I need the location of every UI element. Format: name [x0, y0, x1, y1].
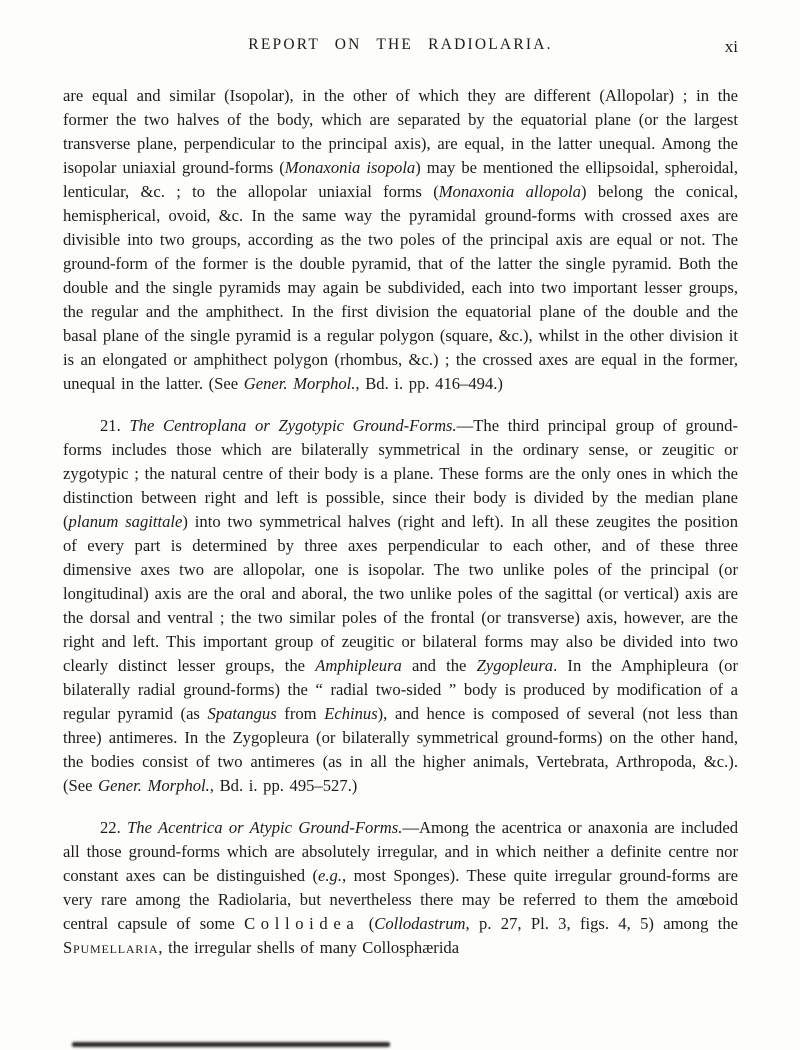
- text-run-italic: Spatangus: [207, 704, 277, 723]
- text-run: —Among the acentrica or anaxonia are included all those ground-forms which are absolutely irregular, and in which neither a definite centre nor constant axes can be distinguished (: [63, 818, 738, 885]
- running-head: [63, 36, 738, 58]
- text-run-italic: Gener. Morphol.: [98, 776, 210, 795]
- text-run: and the: [401, 656, 477, 675]
- text-run-italic: Monaxonia isopola: [284, 158, 416, 177]
- text-run-italic: The Acentrica or Atypic Ground-Forms.: [127, 818, 403, 837]
- text-run: ), and hence is composed of several (not less than three) antimeres. In the Zygopleura (or bilaterally symmetrical ground-forms) on the other hand, the bodies consist of two antimeres (as in all the higher animals, Vertebrata, Arthropoda, &c.). (See: [63, 704, 738, 795]
- running-head-title: REPORT ON THE RADIOLARIA.: [248, 36, 553, 53]
- text-run: 22.: [100, 818, 128, 837]
- text-run-italic: Zygopleura: [476, 656, 554, 675]
- text-run: , Bd. i. pp. 495–527.): [209, 776, 358, 795]
- text-run: , p. 27, Pl. 3, figs. 4, 5) among the: [465, 914, 738, 933]
- page-number: xi: [724, 37, 738, 56]
- text-run: . In the Amphipleura (or bilaterally radial ground-forms) the “ radial two-sided ” body is produced by modification of a regular pyramid (as: [63, 656, 738, 723]
- text-run: ) into two symmetrical halves (right and left). In all these zeugites the position of every part is determined by three axes perpendicular to each other, and of these three dimensive axes two are allopolar, one is isopolar. The two unlike poles of the principal (or longitudinal) axis are the oral and aboral, the two unlike poles of the sagittal (or vertical) axis are the dorsal and ventral ; the two similar poles of the frontal (or transverse) axis, however, are the right and left. This important group of zeugitic or bilateral forms may also be divided into two clearly distinct lesser groups, the: [63, 512, 738, 675]
- text-run: , most Sponges). These quite irregular ground-forms are very rare among the Radiolaria, but nevertheless there may be referred to them the amœboid central capsule of some: [63, 866, 738, 933]
- scan-edge-artifact: [72, 1042, 390, 1047]
- text-run-italic: e.g.: [318, 866, 342, 885]
- text-run: from: [276, 704, 325, 723]
- text-run-italic: Gener. Morphol.: [243, 374, 356, 393]
- text-run: —The third principal group of ground-forms includes those which are bilaterally symmetrical in the ordinary sense, or zeugitic or zygotypic ; the natural centre of their body is a plane. These forms are the only ones in which the distinction between right and left is possible, since their body is divided by the median plane (: [63, 416, 738, 531]
- text-run-smallcaps: Spumellaria: [63, 938, 159, 957]
- page-body: [63, 84, 738, 960]
- paragraph-continuation-isopolar-allopolar: [63, 84, 738, 396]
- paragraph-section-21-centroplana: [63, 414, 738, 798]
- text-run-italic: Collodastrum: [374, 914, 466, 933]
- text-run: ) may be mentioned the ellipsoidal, spheroidal, lenticular, &c. ; to the allopolar uniaxial forms (: [63, 158, 738, 201]
- text-run: ) belong the conical, hemispherical, ovoid, &c. In the same way the pyramidal ground-forms with crossed axes are divisible into two groups, according as the two poles of the principal axis are equal or not. The ground-form of the former is the double pyramid, that of the latter the single pyramid. Both the double and the single pyramids may again be subdivided, each into two important lesser groups, the regular and the amphithect. In the first division the equatorial plane of the double and the basal plane of the single pyramid is a regular polygon (square, &c.), whilst in the other division it is an elongated or amphithect polygon (rhombus, &c.) ; the crossed axes are equal in the former, unequal in the latter. (See: [63, 182, 738, 393]
- paragraph-section-22-acentrica: [63, 816, 738, 960]
- text-run: 21.: [100, 416, 130, 435]
- text-run-italic: Monaxonia allopola: [438, 182, 581, 201]
- text-run-italic: Echinus: [324, 704, 378, 723]
- text-run: , the irregular shells of many Collosphærida: [158, 938, 460, 957]
- text-run-spaced: Colloidea: [244, 914, 360, 933]
- text-run-italic: Amphipleura: [315, 656, 402, 675]
- text-run-italic: The Centroplana or Zygotypic Ground-Forms.: [129, 416, 457, 435]
- text-run-italic: planum sagittale: [68, 512, 183, 531]
- text-run: are equal and similar (Isopolar), in the other of which they are different (Allopolar) ; in the former the two halves of the body, which are separated by the equatorial plane (or the largest transverse plane, perpendicular to the principal axis), are equal, in the latter unequal. Among the isopolar uniaxial ground-forms (: [63, 86, 738, 177]
- text-run: (: [359, 914, 375, 933]
- text-run: , Bd. i. pp. 416–494.): [355, 374, 503, 393]
